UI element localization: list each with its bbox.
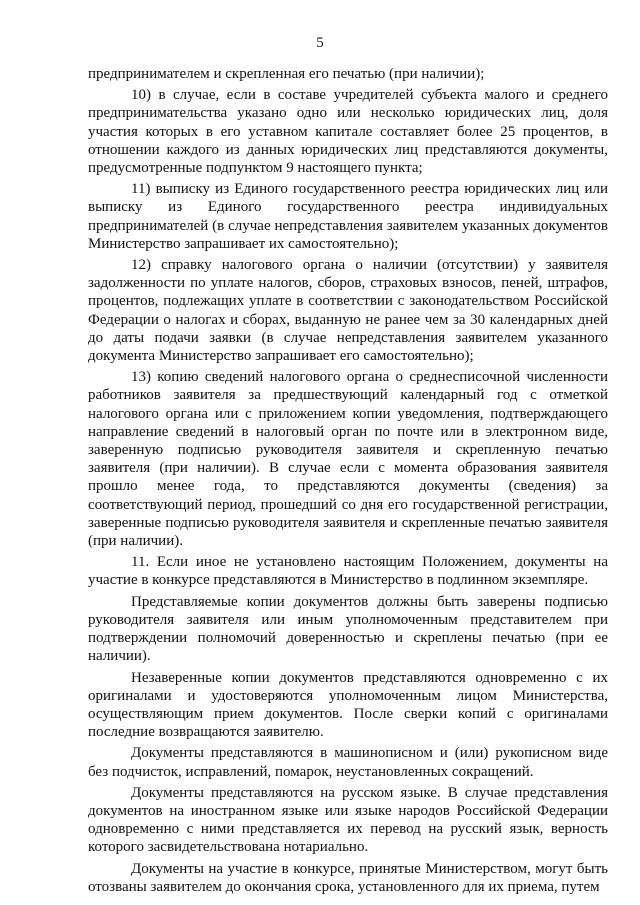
- paragraph-copies-certified: Представляемые копии документов должны быть заверены подписью руководителя заявителя или иным уполномоченным представителем при подтверждении полномочий доверенностью и скреплены печатью (при ее наличии).: [88, 593, 608, 665]
- paragraph-item-11: 11) выписку из Единого государственного реестра юридических лиц или выписку из Единого государственного реестра индивидуальных предпринимателей (в случае непредставления заявителем указанных документов Министерство запрашивает их самостоятельно);: [88, 181, 608, 252]
- paragraph-continuation: предпринимателем и скрепленная его печатью (при наличии);: [88, 66, 485, 82]
- paragraph-item-13: 13) копию сведений налогового органа о среднесписочной численности работников заявителя за предшествующий календарный год с отметкой налогового органа или с приложением копии уведомления, подтверждающего направление сведений в налоговый орган по почте или в электронном виде, заверенную подписью руководителя заявителя и скрепленную печатью заявителя (при наличии). В случае если с момента образования заявителя прошло менее года, то представляются документы (сведения) за соответствующий период, прошедший со дня его государственной регистрации, заверенные подписью руководителя заявителя и скрепленные печатью заявителя (при наличии).: [88, 369, 608, 550]
- paragraph-language: Документы представляются на русском языке. В случае представления документов на иностранном языке или языке народов Российской Федерации одновременно с ними представляется их перевод на русский язык, верность которого засвидетельствована нотариально.: [88, 784, 608, 856]
- page-number: 5: [316, 35, 324, 51]
- document-body: [88, 65, 608, 899]
- paragraph-withdrawal: Документы на участие в конкурсе, принятые Министерством, могут быть отозваны заявителем до окончания срока, установленного для их приема, путем: [88, 860, 608, 895]
- paragraph-document-form: Документы представляются в машинописном и (или) рукописном виде без подчисток, исправлений, помарок, неустановленных сокращений.: [88, 745, 608, 780]
- paragraph-uncertified-copies: Незаверенные копии документов представляются одновременно с их оригиналами и удостоверяются уполномоченным лицом Министерства, осуществляющим прием документов. После сверки копий с оригиналами последние возвращаются заявителю.: [88, 669, 608, 741]
- paragraph-item-12: 12) справку налогового органа о наличии (отсутствии) у заявителя задолженности по уплате налогов, сборов, страховых взносов, пеней, штрафов, процентов, подлежащих уплате в соответствии с законодательством Российской Федерации о налогах и сборах, выданную не ранее чем за 30 календарных дней до даты подачи заявки (в случае непредставления заявителем указанного документа Министерство запрашивает его самостоятельно);: [88, 257, 608, 365]
- paragraph-item-10: 10) в случае, если в составе учредителей субъекта малого и среднего предпринимательства указано одно или несколько юридических лиц, доля участия которых в его уставном капитале составляет более 25 процентов, в отношении каждого из данных юридических лиц представляются документы, предусмотренные подпунктом 9 настоящего пункта;: [88, 87, 608, 177]
- paragraph-clause-11: 11. Если иное не установлено настоящим Положением, документы на участие в конкурсе представляются в Министерство в подлинном экземпляре.: [88, 554, 608, 589]
